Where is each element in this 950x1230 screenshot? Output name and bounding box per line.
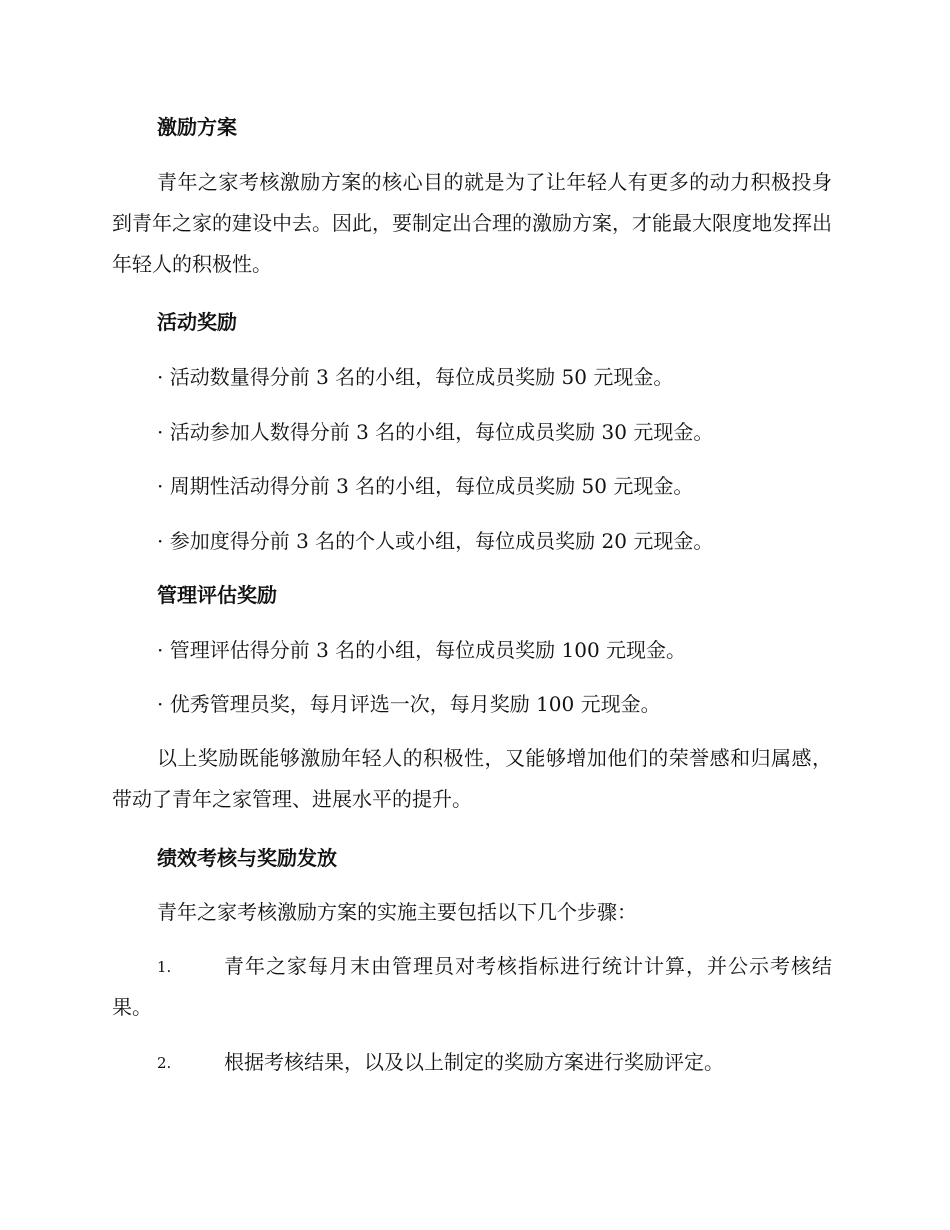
list-item-periodic-activity: · 周期性活动得分前 3 名的小组，每位成员奖励 50 元现金。 bbox=[157, 474, 694, 498]
list-item-activity-participants: · 活动参加人数得分前 3 名的小组，每位成员奖励 30 元现金。 bbox=[157, 420, 714, 444]
paragraph-reward-summary: 以上奖励既能够激励年轻人的积极性，又能够增加他们的荣誉感和归属感，带动了青年之家管理、进展水平的提升。 bbox=[112, 746, 832, 811]
list-item-management-score: · 管理评估得分前 3 名的小组，每位成员奖励 100 元现金。 bbox=[157, 638, 687, 662]
heading-performance-and-reward: 绩效考核与奖励发放 bbox=[157, 846, 337, 870]
step-number-2: 2. bbox=[157, 1054, 172, 1072]
list-item-activity-count: · 活动数量得分前 3 名的小组，每位成员奖励 50 元现金。 bbox=[157, 365, 674, 389]
paragraph-incentive-intro: 青年之家考核激励方案的核心目的就是为了让年轻人有更多的动力积极投身到青年之家的建设中去。因此，要制定出合理的激励方案，才能最大限度地发挥出年轻人的积极性。 bbox=[112, 170, 832, 276]
heading-activity-reward: 活动奖励 bbox=[157, 310, 237, 334]
list-item-participation: · 参加度得分前 3 名的个人或小组，每位成员奖励 20 元现金。 bbox=[157, 529, 714, 553]
step-text-2: 根据考核结果，以及以上制定的奖励方案进行奖励评定。 bbox=[224, 1050, 724, 1074]
heading-management-reward: 管理评估奖励 bbox=[157, 583, 277, 607]
step-text-1: 青年之家每月末由管理员对考核指标进行统计计算，并公示考核结果。 bbox=[112, 954, 832, 1019]
paragraph-steps-intro: 青年之家考核激励方案的实施主要包括以下几个步骤： bbox=[157, 900, 637, 924]
heading-incentive-plan: 激励方案 bbox=[157, 115, 237, 139]
list-item-best-admin: · 优秀管理员奖，每月评选一次，每月奖励 100 元现金。 bbox=[157, 692, 661, 716]
step-number-1: 1. bbox=[157, 958, 172, 976]
